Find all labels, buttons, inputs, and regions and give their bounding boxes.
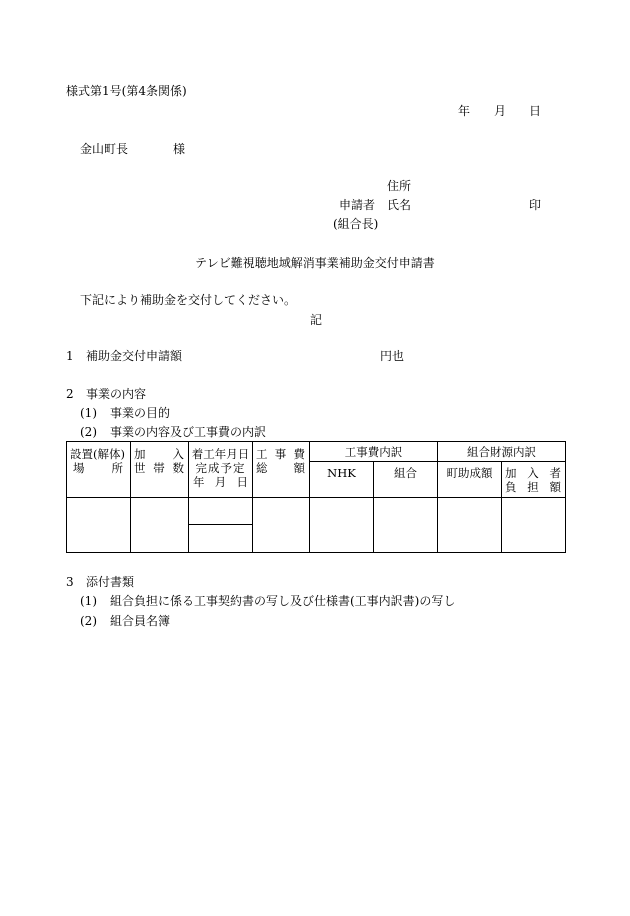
addressee-honorific: 様 — [173, 142, 186, 156]
section1-number: 1 — [66, 349, 74, 363]
section1-unit: 円也 — [380, 349, 405, 363]
header-town-subsidy: 町助成額 — [438, 462, 502, 498]
header-households: 加 入 世 帯 数 — [131, 442, 189, 498]
header-dates: 着工年月日 完成予定 年 月 日 — [189, 442, 253, 498]
header-total-cost: 工 事 費 総 額 — [253, 442, 310, 498]
table-cell — [374, 498, 438, 553]
applicant-role: (組合長) — [333, 217, 379, 231]
section2-label: 事業の内容 — [86, 387, 147, 401]
section2-item-text: 事業の内容及び工事費の内訳 — [110, 425, 267, 439]
header-cost-breakdown: 工事費内訳 — [310, 442, 438, 462]
section3-number: 3 — [66, 575, 74, 589]
section3-item-text: 組合員名簿 — [110, 614, 171, 628]
header-location: 設置(解体) 場 所 — [67, 442, 131, 498]
section3-item-number: (1) — [80, 594, 97, 608]
section2-item-number: (1) — [80, 406, 97, 420]
table-cell — [131, 498, 189, 553]
header-nhk: NHK — [310, 462, 374, 498]
table-cell — [253, 498, 310, 553]
addressee-name: 金山町長 — [80, 142, 129, 156]
breakdown-table — [66, 441, 566, 553]
document-title: テレビ難視聴地域解消事業補助金交付申請書 — [195, 256, 435, 270]
section3-label: 添付書類 — [86, 575, 135, 589]
section3-item-text: 組合負担に係る工事契約書の写し及び仕様書(工事内訳書)の写し — [110, 594, 456, 608]
table-cell — [502, 498, 566, 553]
ki-mark: 記 — [310, 313, 323, 327]
section1-label: 補助金交付申請額 — [86, 349, 183, 363]
table-cell — [438, 498, 502, 553]
intro-text: 下記により補助金を交付してください。 — [80, 293, 297, 307]
header-union: 組合 — [374, 462, 438, 498]
section2-number: 2 — [66, 387, 74, 401]
section2-item-text: 事業の目的 — [110, 406, 171, 420]
date-day-label: 日 — [529, 104, 542, 118]
seal-mark: 印 — [529, 198, 542, 212]
section2-item-number: (2) — [80, 425, 97, 439]
header-funding-breakdown: 組合財源内訳 — [438, 442, 566, 462]
address-label: 住所 — [387, 179, 412, 193]
header-member-burden: 加 入 者 負 担 額 — [502, 462, 566, 498]
table-cell — [67, 498, 131, 553]
date-year-label: 年 — [458, 104, 471, 118]
table-cell-split — [189, 498, 253, 553]
name-label: 氏名 — [387, 198, 412, 212]
table-cell — [310, 498, 374, 553]
form-number: 様式第1号(第4条関係) — [66, 84, 187, 98]
section3-item-number: (2) — [80, 614, 97, 628]
applicant-label: 申請者 — [339, 198, 376, 212]
date-month-label: 月 — [494, 104, 507, 118]
